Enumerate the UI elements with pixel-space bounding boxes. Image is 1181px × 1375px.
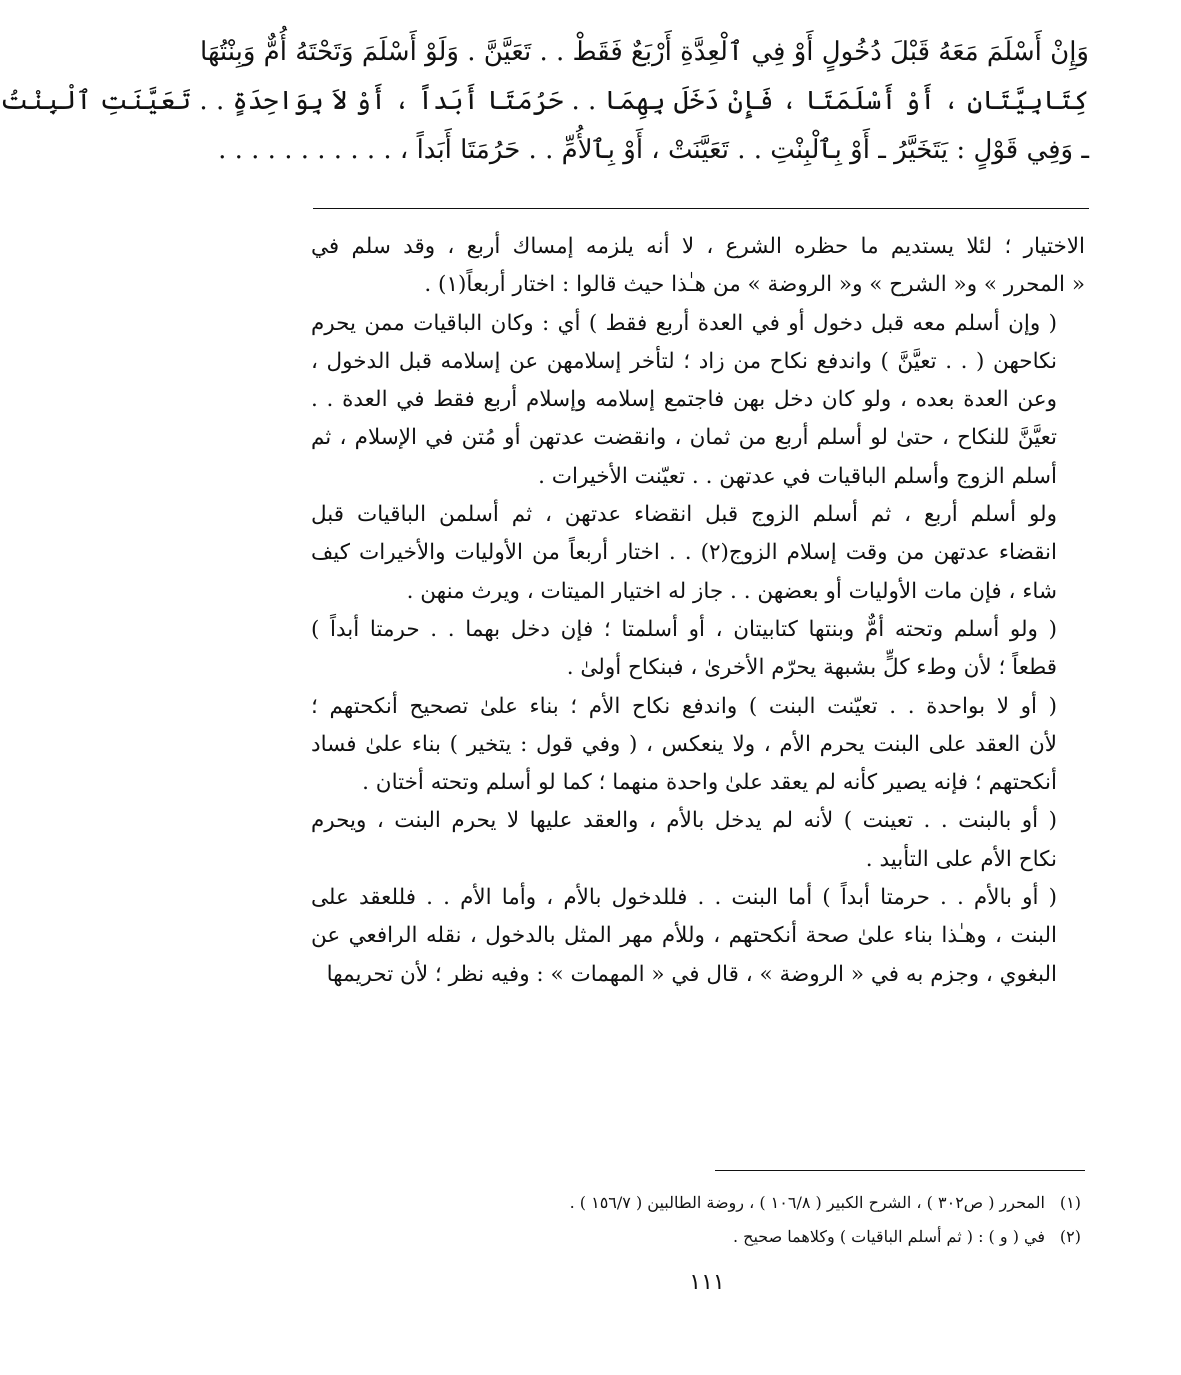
commentary-line: انقضاء عدتهن من وقت إسلام الزوج(٢) . . اختار أربعاً من الأوليات والأخيرات كيف (311, 540, 1057, 566)
commentary-line: وعن العدة بعده ، ولو كان دخل بهن فاجتمع إسلامه وإسلام أربع فقط في العدة . . (311, 387, 1057, 413)
page-number: ١١١ (689, 1270, 725, 1295)
footnote-item (333, 1220, 1081, 1254)
footnotes (333, 1186, 1081, 1254)
commentary-paragraph (311, 305, 1085, 496)
main-text-line: وَإِنْ أَسْلَمَ مَعَهُ قَبْلَ دُخُولٍ أَوْ فِي ٱلْعِدَّةِ أَرْبَعٌ فَقَطْ . . تَعَيَّنَّ . وَلَوْ أَسْلَمَ وَتَحْتَهُ أُمٌّ وَبِنْتُهَا (200, 37, 1089, 67)
commentary-line: شاء ، فإن مات الأوليات أو بعضهن . . جاز له اختيار الميتات ، ويرث منهن . (406, 578, 1057, 604)
main-text-line: ـ وَفِي قَوْلٍ : يَتَخَيَّرُ ـ أَوْ بِٱلْبِنْتِ . . تَعَيَّنَتْ ، أَوْ بِٱلأُمِّ . . حَرُمَتَا أَبَداً ، . . . . . . . . . . . (218, 135, 1089, 165)
commentary-paragraph (311, 879, 1085, 994)
commentary-line: لأن العقد على البنت يحرم الأم ، ولا ينعكس ، ( وفي قول : يتخير ) بناء علىٰ فساد (311, 731, 1057, 757)
main-text-line: كِتَابِيَّتَانِ ، أَوْ أَسْلَمَتَا ، فَإِنْ دَخَلَ بِهِمَا . . حَرُمَتَا أَبَداً ، أَوْ لاَ بِوَاحِدَةٍ . . تَعَيَّنَتِ ٱلْبِنْتُ (0, 86, 1089, 116)
commentary-paragraph (311, 228, 1085, 305)
commentary-paragraph (311, 802, 1085, 879)
commentary-line: الاختيار ؛ لئلا يستديم ما حظره الشرع ، لا أنه يلزمه إمساك أربع ، وقد سلم في (311, 234, 1085, 259)
commentary-paragraph (311, 688, 1085, 803)
commentary-line: ( أو بالبنت . . تعينت ) لأنه لم يدخل بالأم ، والعقد عليها لا يحرم البنت ، ويحرم (311, 808, 1057, 834)
footnote-number: (١) (1059, 1193, 1081, 1212)
commentary-line: ( وإن أسلم معه قبل دخول أو في العدة أربع فقط ) أي : وكان الباقيات ممن يحرم (311, 310, 1057, 336)
commentary-paragraph (311, 496, 1085, 611)
commentary-line: قطعاً ؛ لأن وطء كلٍّ بشبهة يحرّم الأخرىٰ ، فبنكاح أولىٰ . (566, 655, 1057, 681)
commentary-line: تعيَّنَّ للنكاح ، حتىٰ لو أسلم أربع من ثمان ، وانقضت عدتهن أو مُتن في الإسلام ، ثم (311, 425, 1057, 451)
commentary-line: ( أو بالأم . . حرمتا أبداً ) أما البنت . . فللدخول بالأم ، وأما الأم . . فللعقد على (311, 885, 1057, 911)
commentary-line: البنت ، وهـٰذا بناء علىٰ صحة أنكحتهم ، وللأم مهر المثل بالدخول ، نقله الرافعي عن (311, 923, 1057, 949)
commentary-block (311, 228, 1085, 994)
commentary-line: ( أو لا بواحدة . . تعيّنت البنت ) واندفع نكاح الأم ؛ بناء علىٰ تصحيح أنكحتهم ؛ (311, 693, 1057, 719)
commentary-line: « المحرر » و« الشرح » و« الروضة » من هـٰذا حيث قالوا : اختار أربعاً(١) . (424, 272, 1085, 298)
commentary-line: نكاح الأم على التأبيد . (865, 846, 1057, 872)
footnote-text: في ( و ) : ( ثم أسلم الباقيات ) وكلاهما صحيح . (732, 1227, 1045, 1246)
commentary-line: البغوي ، وجزم به في « الروضة » ، قال في « المهمات » : وفيه نظر ؛ لأن تحريمها (326, 961, 1057, 987)
commentary-line: ولو أسلم أربع ، ثم أسلم الزوج قبل انقضاء عدتهن ، ثم أسلمن الباقيات قبل (311, 502, 1057, 528)
footnote-number: (٢) (1059, 1227, 1081, 1246)
footnote-text: المحرر ( ص٣٠٢ ) ، الشرح الكبير ( ١٠٦/٨ ) ، روضة الطالبين ( ١٥٦/٧ ) . (569, 1193, 1045, 1212)
commentary-line: أسلم الزوج وأسلم الباقيات في عدتهن . . تعيّنت الأخيرات . (538, 463, 1057, 489)
footnote-separator (715, 1170, 1085, 1171)
commentary-line: أنكحتهم ؛ فإنه يصير كأنه لم يعقد علىٰ واحدة منهما ؛ كما لو أسلم وتحته أختان . (362, 770, 1057, 796)
commentary-line: نكاحهن ( . . تعيَّنَّ ) واندفع نكاح من زاد ؛ لتأخر إسلامهن عن إسلامه قبل الدخول ، (311, 348, 1057, 374)
footnote-item (333, 1186, 1081, 1220)
main-text-block (0, 28, 1089, 175)
commentary-line: ( ولو أسلم وتحته أمٌّ وبنتها كتابيتان ، أو أسلمتا ؛ فإن دخل بهما . . حرمتا أبداً ) (311, 616, 1057, 642)
commentary-paragraph (311, 611, 1085, 688)
separator-rule (313, 208, 1089, 209)
